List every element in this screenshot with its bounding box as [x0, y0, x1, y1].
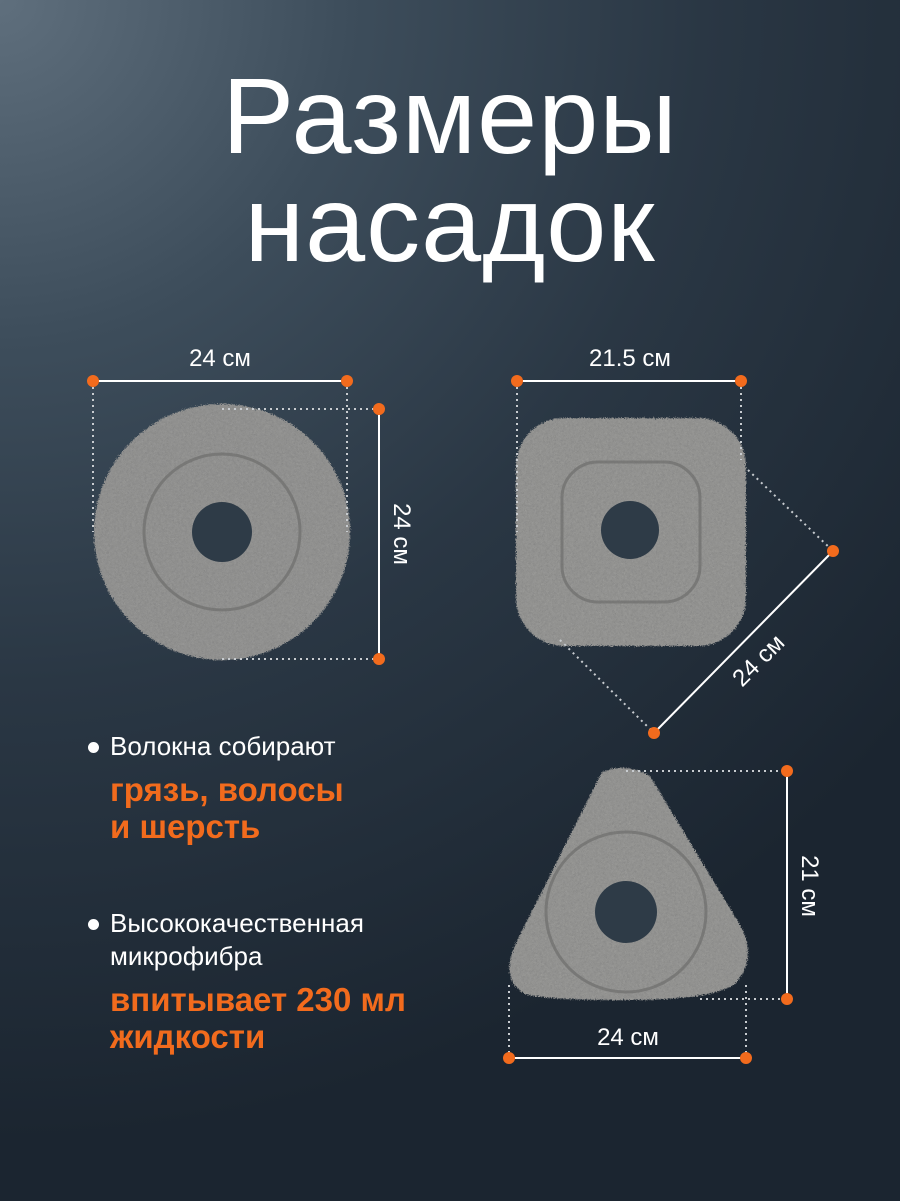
feature-list — [88, 730, 448, 1055]
feature-accent-line: жидкости — [110, 1018, 266, 1055]
square-pad-width-label: 21.5 см — [589, 345, 671, 372]
triangle-pad-hole — [595, 881, 657, 943]
dimension-endpoint — [781, 765, 793, 777]
dimension-endpoint — [373, 403, 385, 415]
triangle-pad — [509, 768, 748, 1000]
feature-text-line: микрофибра — [110, 941, 263, 971]
dimension-endpoint — [341, 375, 353, 387]
round-pad — [94, 404, 350, 660]
square-pad — [516, 418, 746, 646]
round-pad-width-label: 24 см — [189, 345, 251, 372]
feature-accent-line: и шерсть — [110, 808, 261, 845]
feature-text-line: Высококачественная — [110, 908, 364, 938]
dimension-endpoint — [87, 375, 99, 387]
dimension-endpoint — [503, 1052, 515, 1064]
square-pad-hole — [601, 501, 659, 559]
bullet-dot — [88, 919, 99, 930]
feature-accent-line: впитывает 230 мл — [110, 981, 406, 1018]
dimension-endpoint — [735, 375, 747, 387]
round-pad-hole — [192, 502, 252, 562]
dimension-endpoint — [511, 375, 523, 387]
feature-accent-line: грязь, волосы — [110, 771, 344, 808]
feature-item — [88, 730, 448, 845]
dimension-endpoint — [740, 1052, 752, 1064]
feature-accent — [110, 771, 448, 845]
dimension-endpoint — [373, 653, 385, 665]
feature-item — [88, 907, 448, 1055]
title-line-1: Размеры — [222, 55, 678, 176]
feature-accent — [110, 981, 448, 1055]
dimension-endpoint — [648, 727, 660, 739]
triangle-pad-width-label: 24 см — [597, 1024, 659, 1051]
title-line-2: насадок — [244, 163, 656, 284]
dimension-endpoint — [827, 545, 839, 557]
triangle-pad-height-label: 21 см — [796, 855, 823, 917]
square-pad-diagonal-label: 24 см — [727, 629, 791, 693]
bullet-dot — [88, 742, 99, 753]
dimension-endpoint — [781, 993, 793, 1005]
feature-text: Волокна собирают — [110, 731, 336, 761]
round-pad-height-label: 24 см — [388, 503, 415, 565]
